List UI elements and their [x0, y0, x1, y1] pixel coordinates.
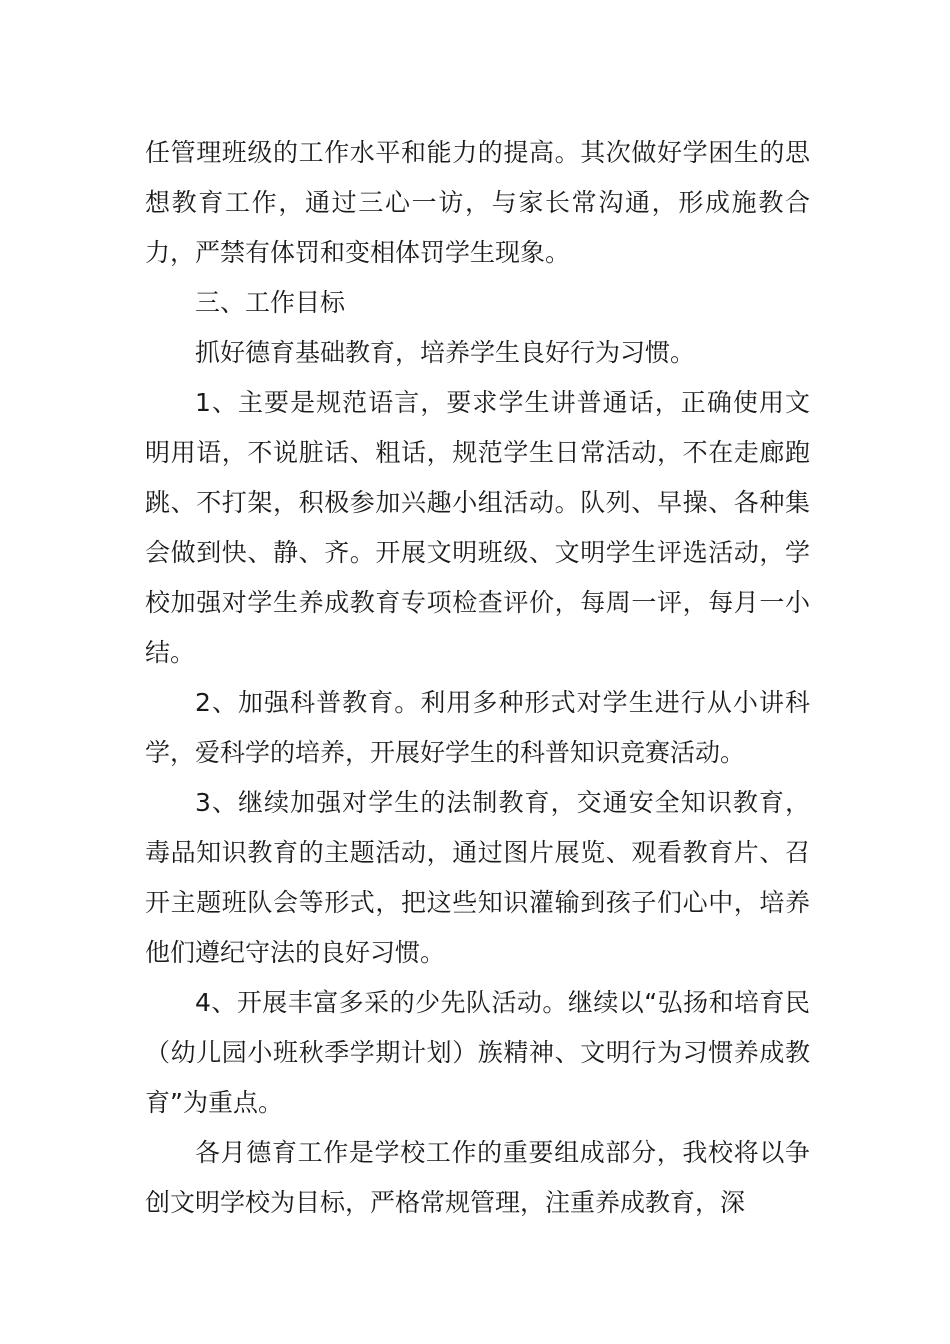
paragraph-goal-intro: 抓好德育基础教育，培养学生良好行为习惯。 [195, 338, 696, 367]
paragraph-item-1: 1、主要是规范语言，要求学生讲普通话，正确使用文明用语，不说脏话、粗话，规范学生日常活动，不在走廊跑跳、不打架，积极参加兴趣小组活动。队列、早操、各种集会做到快、静、齐。开展文明班级、文明学生评选活动，学校加强对学生养成教育专项检查评价，每周一评，每月一小结。 [145, 388, 810, 667]
paragraph-item-4: 4、开展丰富多采的少先队活动。继续以“弘扬和培育民（幼儿园小班秋季学期计划）族精神、文明行为习惯养成教育”为重点。 [145, 988, 810, 1117]
document-body [145, 128, 810, 1228]
section-heading-work-goals: 三、工作目标 [195, 288, 346, 317]
paragraph-item-3: 3、继续加强对学生的法制教育，交通安全知识教育，毒品知识教育的主题活动，通过图片展览、观看教育片、召开主题班队会等形式，把这些知识灌输到孩子们心中，培养他们遵纪守法的良好习惯。 [145, 788, 810, 967]
paragraph-continuation: 任管理班级的工作水平和能力的提高。其次做好学困生的思想教育工作，通过三心一访，与家长常沟通，形成施教合力，严禁有体罚和变相体罚学生现象。 [145, 138, 810, 267]
paragraph-monthly-work: 各月德育工作是学校工作的重要组成部分，我校将以争创文明学校为目标，严格常规管理，注重养成教育，深 [145, 1138, 810, 1217]
paragraph-item-2: 2、加强科普教育。利用多种形式对学生进行从小讲科学，爱科学的培养，开展好学生的科普知识竞赛活动。 [145, 688, 810, 767]
